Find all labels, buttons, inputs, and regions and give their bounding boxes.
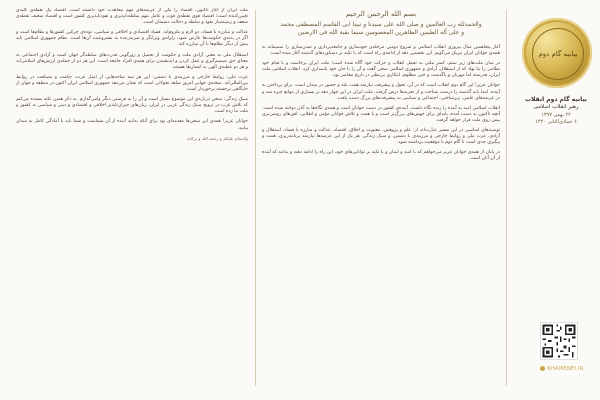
statement-info xyxy=(514,96,598,126)
statement-date-hijri: ۶ جمادی‌الثانی ۱۴۴۰ xyxy=(535,118,577,125)
message-header xyxy=(262,10,500,37)
paragraph: ملت ایران از آغاز تاکنون، اقتصاد را یکی از عرصه‌های مهم مجاهدت خود دانسته است. اقتصاد یک نقطه‌ی کلیدی تعیین‌کننده است؛ اقتصاد قوی نقطه‌ی قوت و عامل مهم سلطه‌ناپذیری و نفوذناپذیری کشور است و اقتصاد ضعیف نقطه‌ی ضعف و زمینه‌ساز نفوذ و سلطه و دخالت دشمنان است. xyxy=(16,8,248,26)
paragraph: در میان ملت‌های زیر ستم، کمتر ملتی به تحمل انقلاب و حرکت خود آگاه شده است؛ ملت ایران برخاست و با قیام خود نظامی را بنا نهاد که از استقلال، آزادی و جمهوری اسلامی سخن گفت و آن را با جان خود پاسداری کرد. انقلاب اسلامی ملت ایران، قدرتمند اما مهربان و باگذشت و حتی مظلوم، ابتکاری بی‌نظیر در تاریخ معاصر بود. xyxy=(262,61,500,79)
gold-seal-emblem xyxy=(522,18,592,88)
statement-title: بیانیه گام دوم انقلاب xyxy=(524,96,588,103)
statement-author: رهبر انقلاب اسلامی xyxy=(533,104,579,110)
qr-code-icon[interactable] xyxy=(540,322,578,360)
paragraph: جوانان عزیز! این گام دوم انقلاب است که در آن، تحول و پیشرفت نیازمند همت بلند و حضور در میدان است. برای پرداختن به آینده، ابتدا باید گذشته را درست شناخت و از تجربه‌ها درس گرفت. ملت ایران در این چهار دهه بر بسیاری از موانع چیره شد و در عرصه‌های علمی، زیرساختی، اجتماعی و سیاسی به پیشرفت‌های بزرگ دست یافت. xyxy=(262,83,500,101)
paragraph: عزت ملی، روابط خارجی و مرزبندی با دشمن: این هر سه شاخه‌هایی از اصل عزت، حکمت و مصلحت در روابط بین‌المللی‌اند. صحنه‌ی جهانی امروز شاهد تحولاتی است که نشان می‌دهد جمهوری اسلامی ایران اکنون در منطقه و جهان از جایگاهی برجسته برخوردار است. xyxy=(16,74,248,93)
text-column-middle xyxy=(262,8,500,390)
site-brand[interactable]: KHAMENEI.IR xyxy=(534,366,590,372)
dua-line: و علی آله الطیبین الطاهرین المعصومین سیما بقیة الله فی الارضین xyxy=(297,29,465,36)
paragraph: توصیه‌های اساسی در این مسیر عبارت‌اند از: علم و پژوهش، معنویت و اخلاق، اقتصاد، عدالت و مبارزه با فساد، استقلال و آزادی، عزت ملی و روابط خارجی و مرزبندی با دشمن، و سبک زندگی. هر یک از این عرصه‌ها نیازمند برنامه‌ریزی، همت و پیگیری جدی است تا گام دوم با موفقیت برداشته شود. xyxy=(262,128,500,146)
closing-salutation: والسلام علیکم و رحمة الله و برکاته xyxy=(186,135,248,141)
paragraph: در پایان از همه‌ی جوانان عزیز می‌خواهم که با امید و ایمان و با تکیه بر توانایی‌های خود، این راه را ادامه دهند و بدانند که آینده از آن آنان است. xyxy=(262,150,500,162)
title-rail xyxy=(510,0,600,400)
column-divider xyxy=(255,10,256,386)
paragraph: استقلال ملی به معنی آزادی ملت و حکومت از تحمیل و زورگویی قدرت‌های سلطه‌گر جهان است و آزادی اجتماعی به معنای حق تصمیم‌گیری و عمل کردن و اندیشیدن برای همه‌ی افراد جامعه است. این هر دو از جمله‌ی ارزش‌های اسلامی‌اند و هر دو عطیه‌ی الهی به انسان‌ها هستند. xyxy=(16,52,248,70)
paragraph: انقلاب اسلامی امید به آینده را زنده نگاه داشت. آینده‌ی کشور در دست جوانان است و همه‌ی نگاه‌ها به آنان دوخته شده است. آنچه تاکنون به دست آمده، پایه‌ای برای جهش‌های بزرگ‌تر است و با همت و تلاش جوانان مؤمن و انقلابی، افق‌های روشن‌تری پیش روی ملت قرار خواهد گرفت. xyxy=(262,105,500,123)
paragraph: عدالت و مبارزه با فساد، دو لازم و ملزوم‌اند. فساد اقتصادی و اخلاقی و سیاسی، توده‌ی چرکین کشورها و نظام‌ها است و اگر در بدنه‌ی حکومت‌ها عارض شود، زلزله‌ی ویرانگر و ضربه‌زننده به مشروعیت آن‌ها است. نظام جمهوری اسلامی باید بیش از دیگر نظام‌ها با آن مبارزه کند. xyxy=(16,30,248,48)
seal-calligraphy: بیانیه گام دوم xyxy=(532,28,584,80)
dua-line: والحمدلله رب العالمین و صلی الله علی سیدنا و نبینا ابی القاسم المصطفی محمد xyxy=(280,21,482,28)
paragraph: جوانان عزیز! همه‌ی این سخن‌ها مقدمه‌ای بود برای آنکه بدانید آینده از آن شماست و شما باید با آمادگی کامل به میدان بیایید. xyxy=(16,119,248,131)
text-column-left xyxy=(16,8,248,390)
brand-logo-icon xyxy=(540,366,545,371)
bismillah: بسم الله الرحمن الرحیم xyxy=(345,10,417,18)
paragraph: آغاز پنجاهمین سال پیروزی انقلاب اسلامی و شروع دومین مرحله‌ی خودسازی و جامعه‌پردازی و تمدن‌سازی را صمیمانه به همه‌ی جوانان ایران تبریک می‌گویم. این نخستین دهه از ادامه‌ی راه است که با تکیه بر دستاوردهای گذشته آغاز شده است. xyxy=(262,45,500,57)
statement-date: ۲۲ بهمن ۱۳۹۷ xyxy=(541,111,571,118)
column-divider xyxy=(506,10,507,386)
paragraph: سبک زندگی: سخن درباره‌ی این موضوع بسیار است و آن را به فرصتی دیگر وامی‌گذارم. به ذکر همین نکته بسنده می‌کنم که تلاش غرب در ترویج سبک زندگی غربی در ایران، زیان‌های جبران‌ناپذیر اخلاقی و اقتصادی و دینی و سیاسی به کشور و ملت ما زده است. xyxy=(16,97,248,115)
